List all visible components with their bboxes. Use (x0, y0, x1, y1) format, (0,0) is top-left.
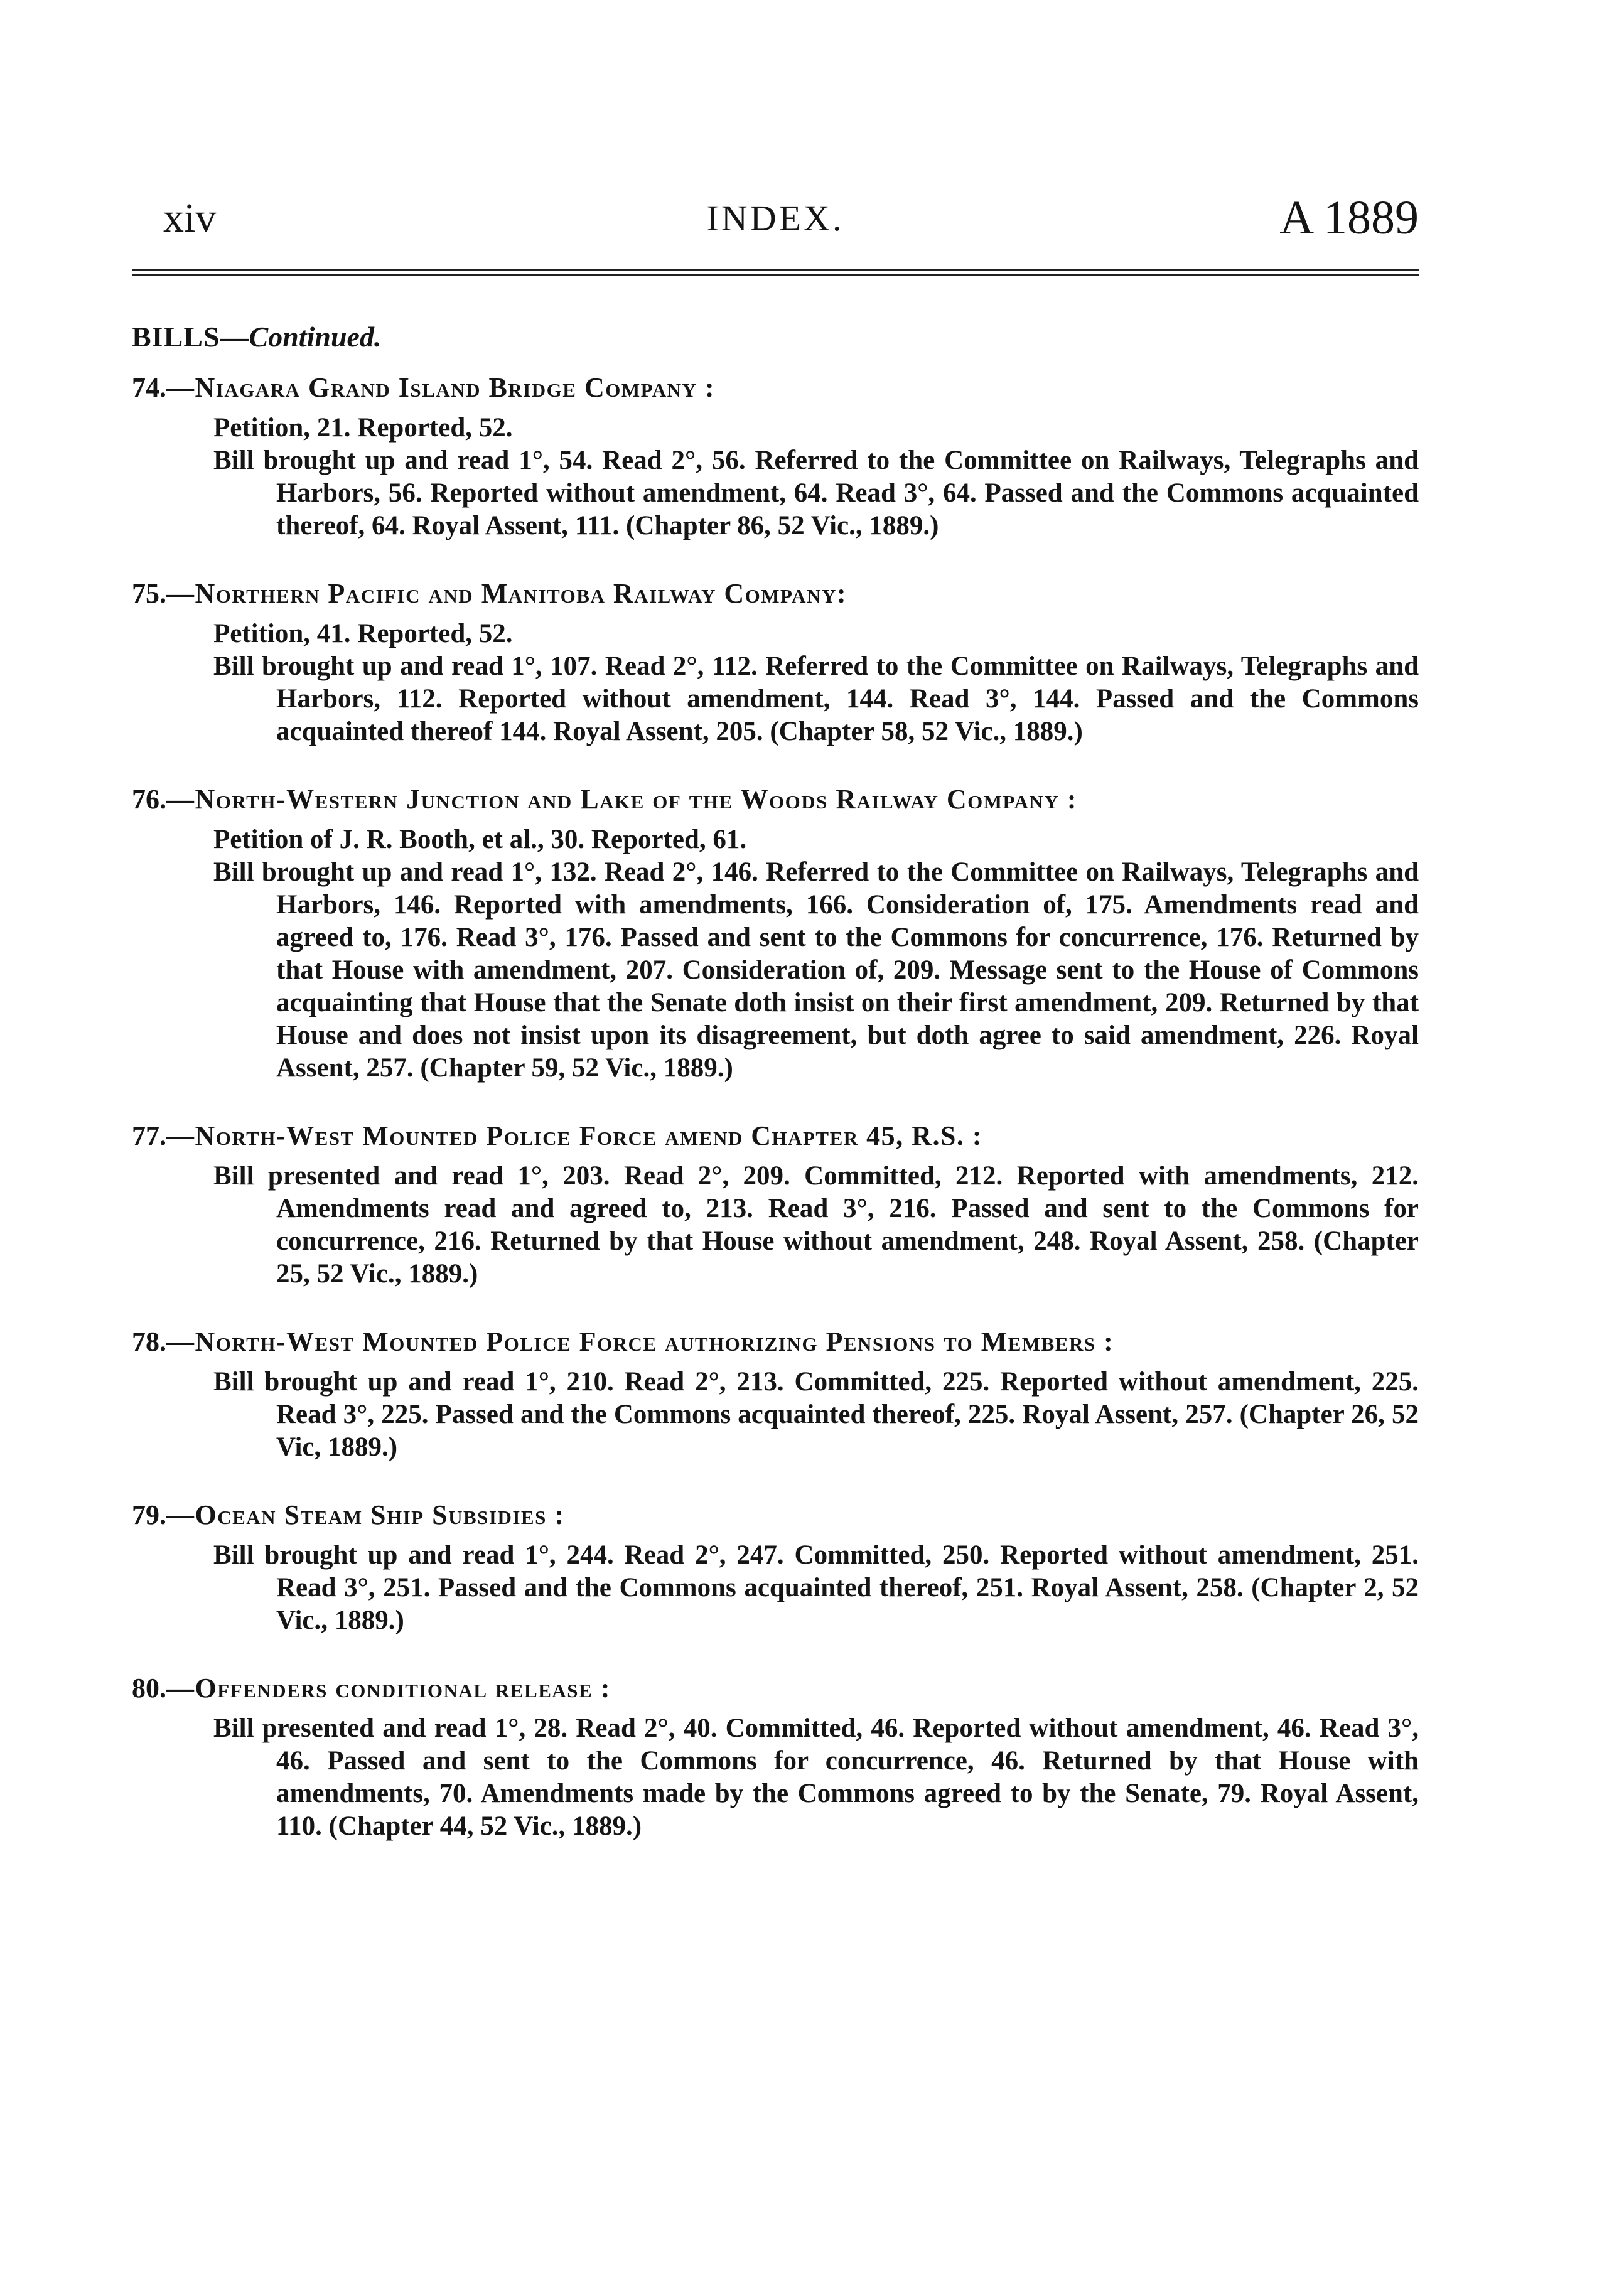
entry-paragraph: Petition of J. R. Booth, et al., 30. Reported, 61. (213, 825, 747, 854)
entry-dash: — (166, 372, 195, 403)
entry-title (132, 1118, 1419, 1154)
index-entry (132, 782, 1419, 1085)
entry-title (132, 782, 1419, 817)
entry-title-text: Northern Pacific and Manitoba Railway Company: (195, 578, 847, 609)
header-rule (132, 269, 1419, 276)
entry-title-text: Ocean Steam Ship Subsidies : (195, 1499, 565, 1530)
entry-title-text: North-Western Junction and Lake of the Woods Railway Company : (195, 784, 1077, 815)
entry-paragraph: Bill brought up and read 1°, 54. Read 2°, 56. Referred to the Committee on Railways, Telegraphs and Harbors, 56. Reported without amendment, 64. Read 3°, 64. Passed and the Commons acquainted thereof, 64. Royal Assent, 111. (Chapter 86, 52 Vic., 1889.) (213, 446, 1419, 540)
entry-number: 77. (132, 1120, 166, 1151)
index-entry (132, 1671, 1419, 1843)
entry-paragraph: Petition, 21. Reported, 52. (213, 413, 513, 443)
entry-paragraph: Bill brought up and read 1°, 107. Read 2°, 112. Referred to the Committee on Railways, Telegraphs and Harbors, 112. Reported without amendment, 144. Read 3°, 144. Passed and the Commons acquainted thereof 144. Royal Assent, 205. (Chapter 58, 52 Vic., 1889.) (213, 652, 1419, 746)
entry-dash: — (166, 578, 195, 609)
section-continued: Continued. (249, 321, 382, 353)
entry-dash: — (166, 1499, 195, 1530)
entry-number: 79. (132, 1499, 166, 1530)
entry-dash: — (166, 1673, 195, 1703)
entry-number: 75. (132, 578, 166, 609)
entry-number: 80. (132, 1673, 166, 1703)
entry-paragraph: Petition, 41. Reported, 52. (213, 619, 513, 648)
entry-title-text: Offenders conditional release : (195, 1673, 611, 1703)
index-entry (132, 1324, 1419, 1464)
entry-title (132, 370, 1419, 405)
index-entry (132, 1118, 1419, 1290)
index-entry (132, 370, 1419, 542)
entry-dash: — (166, 1120, 195, 1151)
entry-number: 76. (132, 784, 166, 815)
entry-number: 78. (132, 1326, 166, 1357)
entry-title-text: North-West Mounted Police Force amend Chapter 45, R.S. : (195, 1120, 983, 1151)
entry-title (132, 576, 1419, 611)
entry-title (132, 1671, 1419, 1706)
entry-paragraph: Bill brought up and read 1°, 210. Read 2°, 213. Committed, 225. Reported without amendment, 225. Read 3°, 225. Passed and the Commons acquainted thereof, 225. Royal Assent, 257. (Chapter 26, 52 Vic, 1889.) (213, 1367, 1419, 1462)
entry-title (132, 1324, 1419, 1360)
document-page (132, 182, 1419, 1841)
page-title: INDEX. (706, 198, 844, 239)
index-entries (132, 370, 1419, 1877)
entry-number: 74. (132, 372, 166, 403)
entry-dash: — (166, 784, 195, 815)
index-entry (132, 1498, 1419, 1637)
entry-paragraph: Bill brought up and read 1°, 244. Read 2°, 247. Committed, 250. Reported without amendment, 251. Read 3°, 251. Passed and the Commons acquainted thereof, 251. Royal Assent, 258. (Chapter 2, 52 Vic., 1889.) (213, 1540, 1419, 1635)
entry-paragraph: Bill presented and read 1°, 28. Read 2°, 40. Committed, 46. Reported without amendment, 46. Read 3°, 46. Passed and sent to the Commons for concurrence, 46. Returned by that House with amendments, 70. Amendments made by the Commons agreed to by the Senate, 79. Royal Assent, 110. (Chapter 44, 52 Vic., 1889.) (213, 1714, 1419, 1841)
volume-label: A 1889 (1279, 191, 1419, 244)
page-number: xiv (163, 195, 217, 241)
running-head (132, 182, 1419, 257)
section-heading: BILLS—Continued. (132, 321, 382, 353)
entry-paragraph: Bill brought up and read 1°, 132. Read 2°, 146. Referred to the Committee on Railways, Telegraphs and Harbors, 146. Reported with amendments, 166. Consideration of, 175. Amendments read and agreed to, 176. Read 3°, 176. Passed and sent to the Commons for concurrence, 176. Returned by that House with amendment, 207. Consideration of, 209. Message sent to the House of Commons acquainting that House that the Senate doth insist on their first amendment, 209. Returned by that House and does not insist upon its disagreement, but doth agree to said amendment, 226. Royal Assent, 257. (Chapter 59, 52 Vic., 1889.) (213, 857, 1419, 1083)
entry-title-text: Niagara Grand Island Bridge Company : (195, 372, 716, 403)
entry-title-text: North-West Mounted Police Force authorizing Pensions to Members : (195, 1326, 1114, 1357)
index-entry (132, 576, 1419, 748)
section-name: BILLS (132, 321, 220, 353)
entry-paragraph: Bill presented and read 1°, 203. Read 2°, 209. Committed, 212. Reported with amendments, 212. Amendments read and agreed to, 213. Read 3°, 216. Passed and sent to the Commons for concurrence, 216. Returned by that House without amendment, 248. Royal Assent, 258. (Chapter 25, 52 Vic., 1889.) (213, 1161, 1419, 1289)
entry-title (132, 1498, 1419, 1533)
entry-dash: — (166, 1326, 195, 1357)
